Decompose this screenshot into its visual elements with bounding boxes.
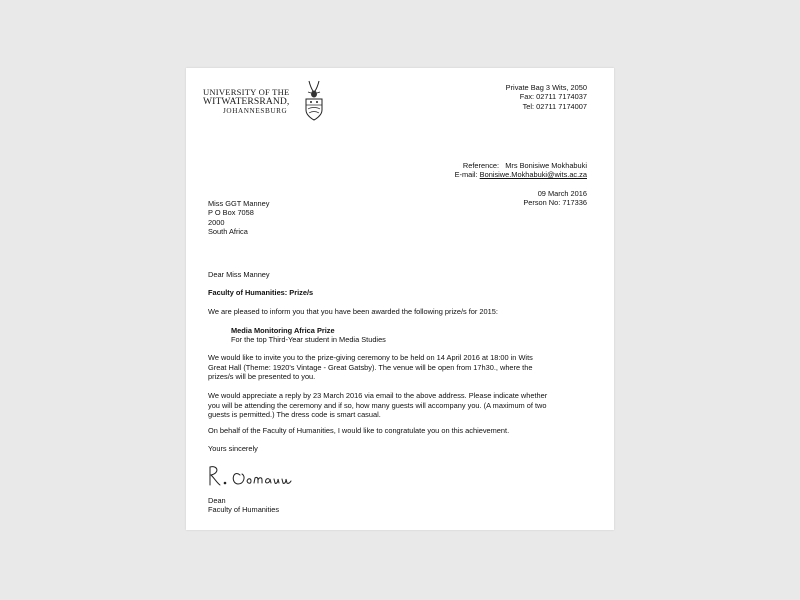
signatory-faculty: Faculty of Humanities [208, 505, 280, 515]
handwritten-signature [206, 461, 301, 493]
recipient-name: Miss GGT Manney [208, 199, 270, 208]
signatory-block [208, 496, 279, 515]
intro-paragraph: We are pleased to inform you that you have been awarded the following prize/s for 2015: [208, 307, 498, 316]
reference-line [455, 161, 587, 170]
subject-line: Faculty of Humanities: Prize/s [208, 288, 314, 297]
recipient-address [208, 199, 269, 237]
salutation: Dear Miss Manney [208, 270, 270, 279]
letter-page [186, 68, 614, 530]
tel-number: Tel: 02711 7174007 [522, 101, 587, 111]
closing-line: Yours sincerely [208, 444, 258, 453]
letter-date: 09 March 2016 [537, 189, 587, 198]
reply-line: guests is permitted.) The dress code is smart casual. [208, 410, 381, 420]
recipient-code: 2000 [208, 217, 225, 227]
fax-number: Fax: 02711 7174037 [519, 92, 587, 102]
reference-label: Reference: [462, 161, 500, 170]
invite-line: Great Hall (Theme: 1920's Vintage - Great Gatsby). The venue will be open from 17h30., where the [208, 362, 533, 372]
logo-line-2: WITWATERSRAND, [203, 96, 290, 107]
prize-block [231, 326, 386, 345]
postal-address: Private Bag 3 Wits, 2050 [505, 83, 587, 92]
reference-block [455, 161, 587, 180]
invite-paragraph [208, 353, 533, 382]
congratulations-paragraph: On behalf of the Faculty of Humanities, I would like to congratulate you on this achievement. [208, 426, 510, 435]
logo-line-3: JOHANNESBURG [223, 107, 288, 115]
reply-line: you will be attending the ceremony and if so, how many guests will accompany you. (A maximum of two [208, 400, 547, 410]
reply-line: We would appreciate a reply by 23 March 2016 via email to the above address. Please indicate whether [208, 391, 548, 400]
person-number: Person No: 717336 [523, 198, 587, 208]
invite-line: We would like to invite you to the prize-giving ceremony to be held on 14 April 2016 at 18:00 in Wits [208, 353, 533, 362]
prize-description: For the top Third-Year student in Media Studies [231, 335, 386, 345]
reply-paragraph [208, 391, 547, 420]
address-block [506, 83, 587, 111]
reference-name: Mrs Bonisiwe Mokhabuki [505, 161, 587, 170]
crest-icon [303, 79, 325, 123]
email-line [455, 170, 587, 179]
prize-name: Media Monitoring Africa Prize [231, 326, 335, 335]
university-logo [203, 79, 331, 123]
signatory-title: Dean [208, 496, 226, 505]
invite-line: prizes/s will be presented to you. [208, 372, 316, 382]
date-block [523, 189, 587, 208]
recipient-box: P O Box 7058 [208, 208, 254, 218]
logo-line-1: UNIVERSITY OF THE [203, 87, 290, 97]
email-label: E-mail: [454, 170, 478, 180]
recipient-country: South Africa [208, 227, 248, 237]
email-link[interactable]: Bonisiwe.Mokhabuki@wits.ac.za [479, 170, 587, 180]
